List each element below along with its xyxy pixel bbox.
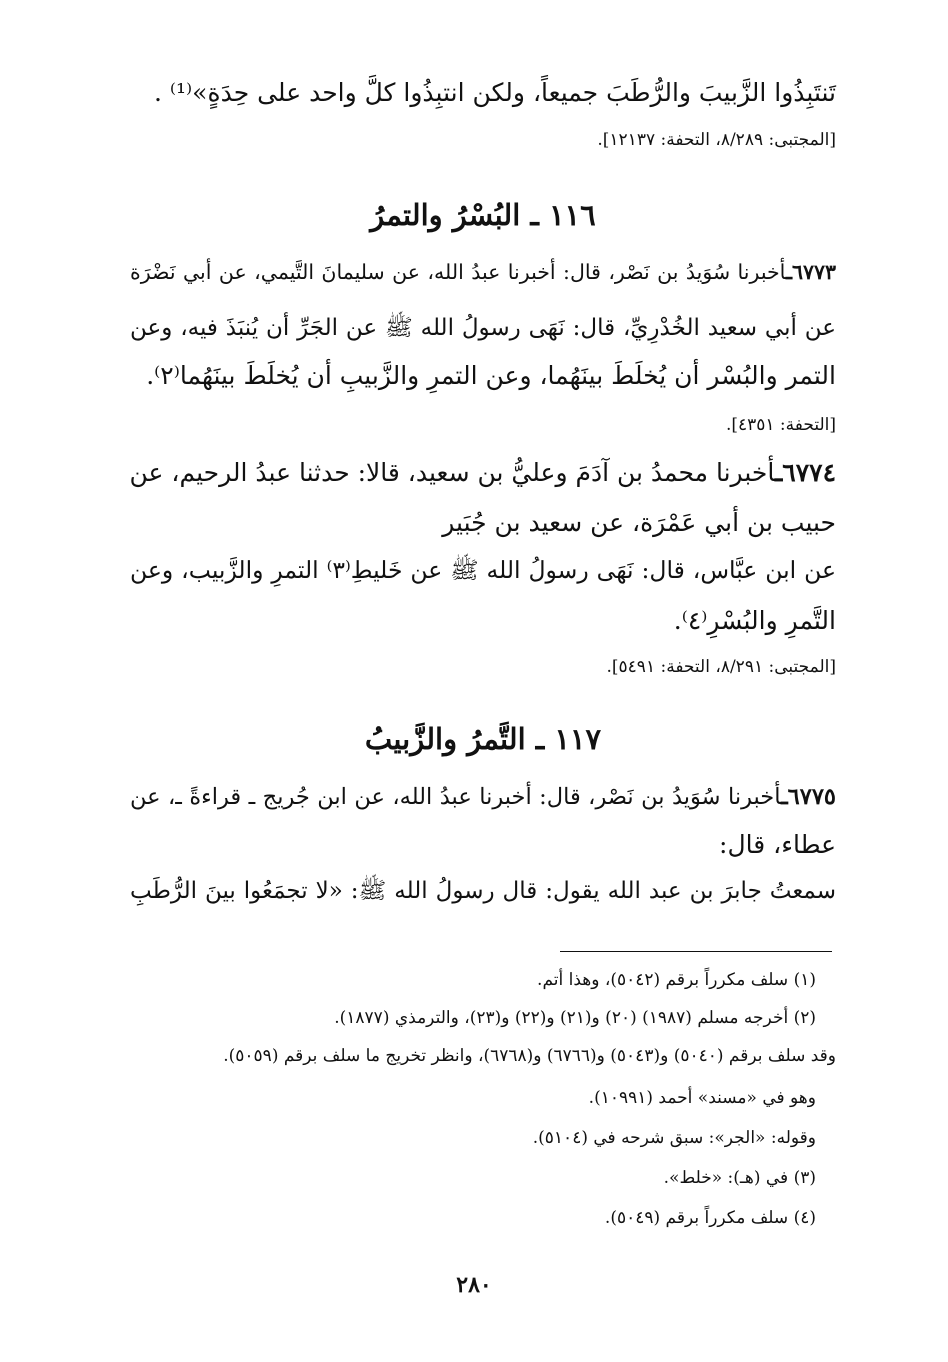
hadith-6775-line1 (130, 784, 836, 810)
hadith-6773-line2: عن أبي سعيد الخُدْرِيِّ، قال: نَهَى رسولُ الله ﷺ عن الجَرِّ أن يُنبَذَ فيه، وعن (130, 315, 836, 341)
hadith-6774-line1 (130, 458, 836, 487)
hadith-6773-source: [التحفة: ٤٣٥١]. (725, 415, 836, 435)
hadith-6773-number: ٦٧٧٣ـ (785, 260, 836, 284)
continuation-source: [المجتبى: ٨/٢٨٩، التحفة: ١٢١٣٧]. (597, 130, 836, 150)
hadith-6774-number: ٦٧٧٤ـ (774, 458, 836, 487)
footnote-separator (560, 951, 832, 952)
hadith-6773-line3: التمر والبُسْر أن يُخلَطَ بينَهُما، وعن التمرِ والزَّبيبِ أن يُخلَطَ بينَهُما⁽٢⁾. (146, 361, 836, 390)
hadith-6775-text1: أخبرنا سُوَيدُ بن نَصْر، قال: أخبرنا عبدُ الله، عن ابن جُريج ـ قراءةً ـ، عن (130, 784, 782, 810)
hadith-6775-line2: عطاء، قال: (719, 830, 836, 859)
hadith-6774-source: [المجتبى: ٨/٢٩١، التحفة: ٥٤٩١]. (606, 657, 836, 677)
footnote-2: (٢) أخرجه مسلم (١٩٨٧) (٢٠) و(٢١) و(٢٢) و(٢٣)، والترمذي (١٨٧٧). (334, 1008, 816, 1028)
footnote-2-cont-a: وقد سلف برقم (٥٠٤٠) و(٥٠٤٣) و(٦٧٦٦) و(٦٧٦٨)، وانظر تخريج ما سلف برقم (٥٠٥٩). (223, 1046, 836, 1066)
footnote-4: (٤) سلف مكرراً برقم (٥٠٤٩). (604, 1208, 816, 1228)
footnote-3: (٣) في (هـ): «خلط». (663, 1168, 816, 1188)
hadith-6775-line3: سمعتُ جابرَ بن عبد الله يقول: قال رسولُ الله ﷺ: «لا تجمَعُوا بينَ الرُّطَبِ (130, 878, 836, 904)
hadith-6774-line4: التَّمرِ والبُسْرِ⁽٤⁾. (673, 606, 836, 635)
footnote-2-cont-b: وهو في «مسند» أحمد (١٠٩٩١). (588, 1088, 816, 1108)
footnote-1: (١) سلف مكرراً برقم (٥٠٤٢)، وهذا أتم. (537, 970, 816, 990)
hadith-6773-line1 (130, 260, 836, 284)
hadith-6774-line2: حبيب بن أبي عَمْرَة، عن سعيد بن جُبَير (442, 508, 836, 537)
page-number: ٢٨٠ (456, 1272, 492, 1298)
hadith-6774-text1: أخبرنا محمدُ بن آدَمَ وعليُّ بن سعيد، قالا: حدثنا عبدُ الرحيم، عن (129, 458, 775, 487)
hadith-6773-text1: أخبرنا سُوَيدُ بن نَصْر، قال: أخبرنا عبدُ الله، عن سليمانَ التَّيمي، عن أبي نَضْرَة (130, 260, 786, 284)
chapter-116-title: ١١٦ ـ البُسْرُ والتمرُ (370, 198, 596, 232)
hadith-6775-number: ٦٧٧٥ـ (781, 784, 836, 810)
chapter-117-title: ١١٧ ـ التَّمرُ والزَّبيبُ (364, 722, 602, 756)
footnote-2-cont-c: وقوله: «الجر»: سبق شرحه في (٥١٠٤). (532, 1128, 816, 1148)
continuation-line: تَنتَبِذُوا الزَّبيبَ والرُّطَبَ جميعاً، ولكن انتبِذُوا كلَّ واحد على حِدَةٍ»⁽¹⁾ . (153, 78, 836, 107)
hadith-6774-line3: عن ابن عبَّاس، قال: نَهَى رسولُ الله ﷺ عن خَليطِ⁽٣⁾ التمرِ والزَّبيب، وعن (130, 556, 836, 584)
